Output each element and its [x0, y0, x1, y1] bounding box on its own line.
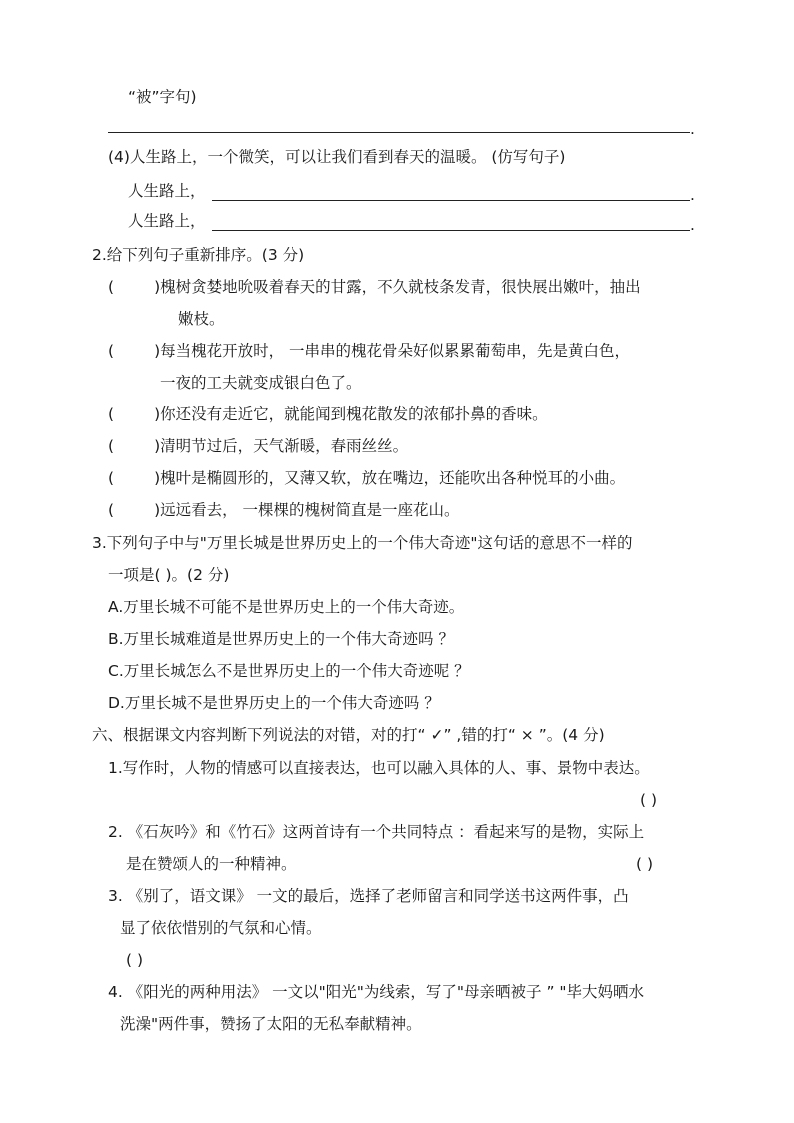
order-blank[interactable]: (: [108, 278, 115, 296]
q2-item-6: ( )远远看去， 一棵棵的槐树简直是一座花山。: [108, 501, 460, 519]
order-blank[interactable]: (: [108, 405, 115, 423]
q2-item-2-cont: 一夜的工夫就变成银白色了。: [160, 374, 362, 392]
s6-item-2-cont: 是在赞颂人的一种精神。: [126, 855, 297, 873]
q2-item-1: ( )槐树贪婪地吮吸着春天的甘露，不久就枝条发青，很快展出嫩叶，抽出: [108, 278, 641, 296]
q3-option-c[interactable]: C.万里长城怎么不是世界历史上的一个伟大奇迹呢 ？: [108, 662, 470, 680]
q2-item-5: ( )槐叶是椭圆形的，又薄又软，放在嘴边，还能吹出各种悦耳的小曲。: [108, 469, 626, 487]
q1-4-prompt: (4)人生路上，一个微笑，可以让我们看到春天的温暖。 (仿写句子): [108, 148, 566, 166]
q2-item-2: ( )每当槐花开放时， 一串串的槐花骨朵好似累累葡萄串，先是黄白色，: [108, 342, 631, 360]
answer-line-end: .: [690, 216, 695, 234]
section-6-title: 六、根据课文内容判断下列说法的对错，对的打“ ✓” ,错的打“ × ”。(4 分): [92, 726, 605, 744]
order-blank[interactable]: (: [108, 342, 115, 360]
answer-line-q1-4-b[interactable]: [212, 230, 690, 231]
q3-option-b[interactable]: B.万里长城难道是世界历史上的一个伟大奇迹吗 ？: [108, 630, 454, 648]
q1-4-stem-1: 人生路上，: [128, 182, 206, 200]
s6-item-1: 1.写作时，人物的情感可以直接表达，也可以融入具体的人、事、景物中表达。: [108, 759, 650, 777]
s6-item-4-cont: 洗澡"两件事，赞扬了太阳的无私奉献精神。: [120, 1015, 422, 1033]
s6-item-1-blank[interactable]: ( ): [640, 791, 658, 809]
answer-line-end: .: [690, 120, 695, 138]
q1-3-tail: “被”字句): [128, 88, 197, 106]
q3-option-a[interactable]: A.万里长城不可能不是世界历史上的一个伟大奇迹。: [108, 598, 465, 616]
q2-item-4: ( )清明节过后，天气渐暖，春雨丝丝。: [108, 437, 409, 455]
q2-title: 2.给下列句子重新排序。(3 分): [92, 246, 305, 264]
answer-line-q1-3[interactable]: [108, 132, 690, 133]
s6-item-3-blank[interactable]: ( ): [126, 951, 144, 969]
s6-item-3-cont: 显了依依惜别的气氛和心情。: [120, 919, 322, 937]
q2-item-1-cont: 嫩枝。: [178, 310, 225, 328]
s6-item-4: 4. 《阳光的两种用法》 一文以"阳光"为线索，写了"母亲晒被子 ” "毕大妈晒水: [108, 983, 645, 1001]
s6-item-3: 3. 《别了，语文课》 一文的最后，选择了老师留言和同学送书这两件事，凸: [108, 887, 629, 905]
s6-item-2: 2. 《石灰吟》和《竹石》这两首诗有一个共同特点 ：看起来写的是物，实际上: [108, 823, 645, 841]
answer-line-end: .: [690, 186, 695, 204]
order-blank[interactable]: (: [108, 469, 115, 487]
q3-stem-2: 一项是( )。(2 分): [108, 566, 230, 584]
order-blank[interactable]: (: [108, 437, 115, 455]
order-blank[interactable]: (: [108, 501, 115, 519]
s6-item-2-blank[interactable]: ( ): [636, 855, 654, 873]
answer-line-q1-4-a[interactable]: [212, 200, 690, 201]
q2-item-3: ( )你还没有走近它，就能闻到槐花散发的浓郁扑鼻的香味。: [108, 405, 548, 423]
q3-stem-1: 3.下列句子中与"万里长城是世界历史上的一个伟大奇迹"这句话的意思不一样的: [92, 534, 633, 552]
q3-option-d[interactable]: D.万里长城不是世界历史上的一个伟大奇迹吗 ？: [108, 694, 440, 712]
q1-4-stem-2: 人生路上，: [128, 212, 206, 230]
